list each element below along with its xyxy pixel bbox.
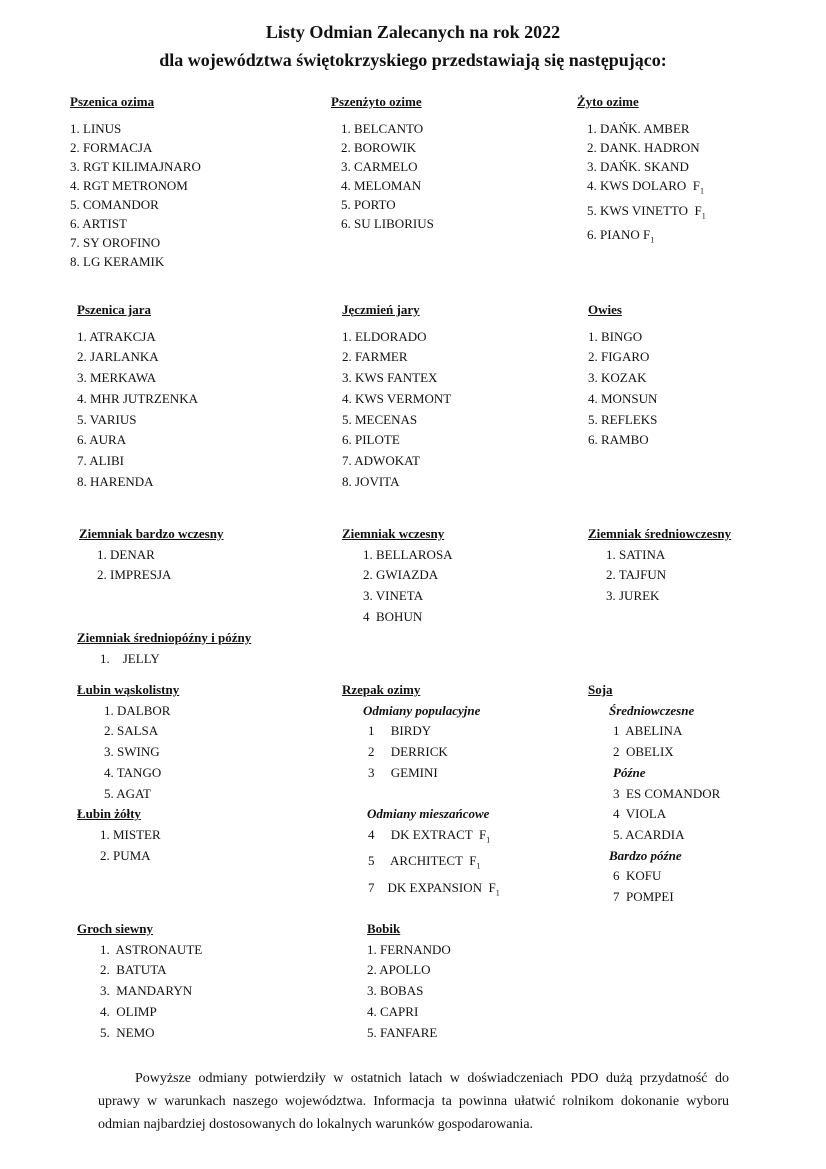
list-item: 2. FORMACJA: [70, 140, 153, 155]
list-item: 2. BOROWIK: [341, 140, 417, 155]
list-item: 5. PORTO: [341, 197, 396, 212]
list-item: 2. APOLLO: [367, 962, 431, 978]
section-lubin-waskolistny: [77, 680, 179, 866]
list-item: 4 BOHUN: [363, 608, 423, 624]
list-item: 1. FERNANDO: [367, 941, 451, 957]
list-item: 1. SATINA: [606, 546, 666, 562]
list-item: 2. BATUTA: [100, 962, 167, 978]
list-item: 5. ACARDIA: [613, 826, 685, 842]
list-item: 4. MELOMAN: [341, 178, 422, 193]
list-item: 1. MISTER: [100, 826, 161, 842]
list-item: 1. DENAR: [97, 546, 155, 562]
list-item: 3. VINETA: [363, 588, 424, 604]
section-ziemniak-wczesny: [342, 524, 453, 628]
list-item: 2. IMPRESJA: [97, 567, 172, 583]
section-groch-siewny: [77, 919, 202, 1043]
section-header: Groch siewny: [77, 921, 153, 936]
list-item: 1 ABELINA: [613, 723, 683, 739]
footer-text: Powyższe odmiany potwierdziły w ostatnich latach w doświadczeniach PDO dużą przydatność do uprawy w warunkach naszego województwa. Informacja ta powinna ułatwić rolnikom dokonanie wyboru odmian najbardziej dostosowanych do lokalnych warunków gospodarowania.: [98, 1071, 729, 1132]
list-item: 8. HARENDA: [77, 473, 154, 489]
section-ziemniak-sredniowczesny: [588, 524, 731, 607]
section-ziemniak-sredniopozny: [77, 628, 251, 669]
list-item: 3. RGT KILIMAJNARO: [70, 159, 201, 174]
list-item: 1. ASTRONAUTE: [100, 941, 203, 957]
list-item: 2. JARLANKA: [77, 349, 159, 365]
section-header: Ziemniak wczesny: [342, 526, 445, 541]
list-item: 7. ADWOKAT: [342, 452, 420, 468]
section-header: Rzepak ozimy: [342, 682, 421, 697]
list-item: 3. SWING: [104, 744, 160, 760]
list-item: 1 BIRDY: [368, 723, 432, 739]
list-item: 5. REFLEKS: [588, 411, 658, 427]
section-rzepak-ozimy: [342, 680, 500, 904]
list-item: 3. JUREK: [606, 588, 660, 604]
list-item: 2. FARMER: [342, 349, 408, 365]
list-item: 2. TAJFUN: [606, 567, 667, 583]
section-header: Ziemniak bardzo wczesny: [79, 526, 224, 541]
list-item: 5. AGAT: [104, 785, 151, 801]
list-item: 3. KWS FANTEX: [342, 370, 438, 386]
section-jeczmien-jary: [342, 300, 451, 492]
list-item: 6. RAMBO: [588, 432, 649, 448]
list-item: 4. MHR JUTRZENKA: [77, 390, 198, 406]
list-item: 5. MECENAS: [342, 411, 418, 427]
section-header: Owies: [588, 302, 622, 317]
section-bobik: [367, 919, 451, 1043]
section-pszenzyto-ozime: [331, 92, 434, 233]
page-title: Listy Odmian Zalecanych na rok 2022: [265, 22, 561, 42]
list-item: 6. PILOTE: [342, 432, 400, 448]
section-owies: [588, 300, 657, 451]
section-header: Ziemniak średniowczesny: [588, 526, 732, 541]
list-item: 4. CAPRI: [367, 1003, 419, 1019]
list-item: 4. RGT METRONOM: [70, 178, 188, 193]
list-item: 1. ATRAKCJA: [77, 328, 156, 344]
list-item: 3. MERKAWA: [77, 370, 157, 386]
section-header: Łubin wąskolistny: [77, 682, 180, 697]
list-item: 3. MANDARYN: [100, 983, 193, 999]
list-item: 3 GEMINI: [368, 764, 438, 780]
list-item: 6. SU LIBORIUS: [341, 216, 434, 231]
list-item: 3. DAŃK. SKAND: [587, 159, 689, 174]
list-item: 5. NEMO: [100, 1024, 155, 1040]
section-pszenica-ozima: [70, 92, 201, 271]
section-pszenica-jara: [77, 300, 198, 492]
section-header: Pszenżyto ozime: [331, 94, 422, 109]
list-item: 7. ALIBI: [77, 452, 124, 468]
list-item: 7. SY OROFINO: [70, 235, 161, 250]
list-item: 6. ARTIST: [70, 216, 128, 231]
list-item: 8. LG KERAMIK: [70, 254, 165, 269]
list-item: 4. TANGO: [104, 764, 162, 780]
section-header: Jęczmień jary: [342, 302, 420, 317]
list-item: 8. JOVITA: [342, 473, 400, 489]
page-subtitle: dla województwa świętokrzyskiego przedstawiają się następująco:: [159, 50, 667, 70]
section-header: Bobik: [367, 921, 401, 936]
section-header: Soja: [588, 682, 613, 697]
list-item: 2. SALSA: [104, 723, 159, 739]
list-item: 1. BELLAROSA: [363, 546, 453, 562]
list-item: 1. JELLY: [100, 650, 160, 666]
list-item: 2. FIGARO: [588, 349, 650, 365]
list-item: 4. KWS VERMONT: [342, 390, 452, 406]
list-item: 4. KWS DOLARO $F_1$: [587, 178, 705, 196]
list-item: 2. GWIAZDA: [363, 567, 439, 583]
section-zyto-ozime: [577, 92, 706, 250]
list-item: 1. BINGO: [588, 328, 643, 344]
list-item: 2. PUMA: [100, 847, 151, 863]
list-item: 6. PIANO $F_1$: [587, 227, 655, 245]
list-item: 6. AURA: [77, 432, 127, 448]
section-ziemniak-bardzo-wczesny: [79, 524, 223, 586]
list-item: 5. VARIUS: [77, 411, 137, 427]
list-item: 1. BELCANTO: [341, 121, 424, 136]
list-item: 3. BOBAS: [367, 983, 424, 999]
list-item: 7 POMPEI: [613, 889, 674, 905]
list-item: 4. OLIMP: [100, 1003, 157, 1019]
list-item: 3. KOZAK: [588, 370, 647, 386]
section-header: Ziemniak średniopóźny i późny: [77, 630, 252, 645]
subsection-header: Odmiany mieszańcowe: [367, 806, 490, 822]
section-header-lubin-zolty: Łubin żółty: [77, 806, 141, 822]
subsection-header: Średniowczesne: [609, 702, 695, 718]
subsection-header: Odmiany populacyjne: [363, 702, 481, 718]
list-item: 6 KOFU: [613, 868, 662, 884]
list-item: 5 ARCHITECT $F_1$: [368, 853, 481, 871]
list-item: 4 DK EXTRACT $F_1$: [368, 826, 491, 845]
subsection-header: Bardzo późne: [609, 847, 682, 863]
list-item: 7 DK EXPANSION $F_1$: [368, 879, 500, 898]
list-item: 3. CARMELO: [341, 159, 418, 174]
list-item: 5. FANFARE: [367, 1024, 438, 1040]
list-item: 4. MONSUN: [588, 390, 658, 406]
list-item: 4 VIOLA: [613, 806, 667, 822]
list-item: 3 ES COMANDOR: [613, 785, 721, 801]
section-header: Żyto ozime: [577, 94, 639, 109]
list-item: 1. ELDORADO: [342, 328, 427, 344]
list-item: 2 DERRICK: [368, 744, 448, 760]
footer-paragraph: [98, 1067, 729, 1136]
section-header: Pszenica ozima: [70, 94, 155, 109]
list-item: 1. DALBOR: [104, 702, 171, 718]
section-header: Pszenica jara: [77, 302, 152, 317]
list-item: 2. DANK. HADRON: [587, 140, 700, 155]
list-item: 1. LINUS: [70, 121, 122, 136]
list-item: 2 OBELIX: [613, 744, 674, 760]
list-item: 5. COMANDOR: [70, 197, 159, 212]
list-item: 1. DAŃK. AMBER: [587, 121, 690, 136]
section-soja: [588, 680, 720, 908]
subsection-header: Późne: [613, 764, 646, 780]
list-item: 5. KWS VINETTO $F_1$: [587, 202, 706, 221]
